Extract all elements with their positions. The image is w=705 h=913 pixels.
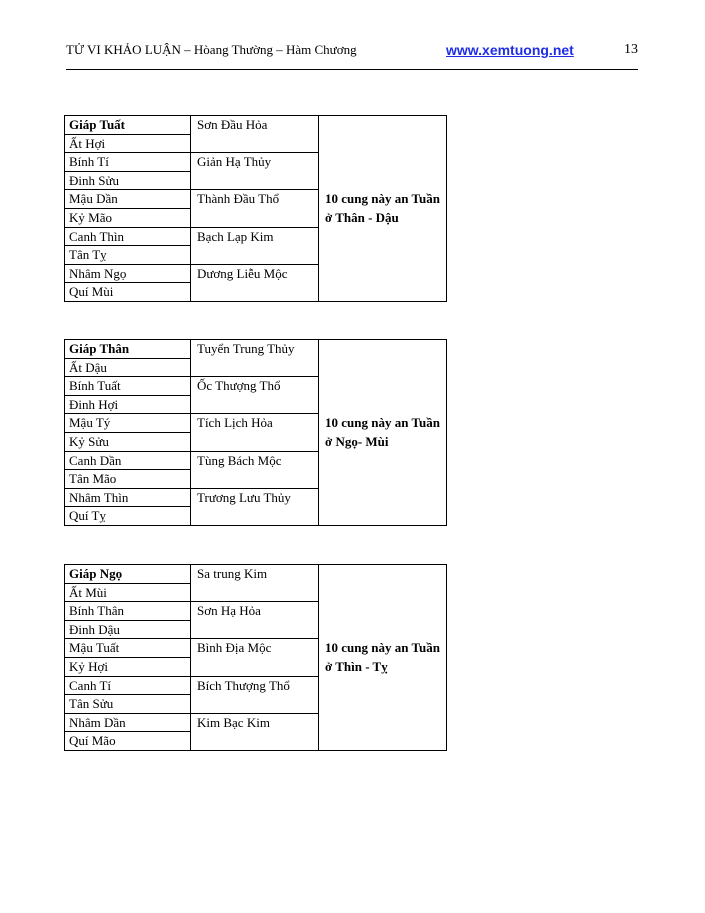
- element-cell: Sơn Hạ Hỏa: [191, 602, 319, 639]
- stem-branch-cell: Kỷ Hợi: [65, 657, 191, 676]
- stem-branch-cell: Giáp Tuất: [65, 116, 191, 135]
- element-cell: Tuyển Trung Thủy: [191, 340, 319, 377]
- element-cell: Tích Lịch Hỏa: [191, 414, 319, 451]
- element-cell: Bạch Lạp Kim: [191, 227, 319, 264]
- stem-branch-cell: Mậu Tý: [65, 414, 191, 433]
- stem-branch-cell: Tân Sửu: [65, 695, 191, 714]
- element-cell: Thành Đầu Thổ: [191, 190, 319, 227]
- stem-branch-cell: Canh Tí: [65, 676, 191, 695]
- stem-branch-cell: Bính Thân: [65, 602, 191, 621]
- element-cell: Sa trung Kim: [191, 565, 319, 602]
- stem-branch-cell: Canh Thìn: [65, 227, 191, 246]
- table-row: [65, 565, 447, 584]
- stem-branch-cell: Tân Mão: [65, 470, 191, 489]
- stem-branch-cell: Tân Tỵ: [65, 246, 191, 265]
- element-cell: Kim Bạc Kim: [191, 713, 319, 750]
- tuan-note-cell: [319, 116, 447, 302]
- element-cell: Sơn Đầu Hỏa: [191, 116, 319, 153]
- stem-branch-cell: Quí Mão: [65, 732, 191, 751]
- stem-branch-cell: Đinh Sửu: [65, 171, 191, 190]
- stem-branch-cell: Mậu Tuất: [65, 639, 191, 658]
- stem-branch-cell: Bính Tuất: [65, 377, 191, 396]
- header-rule: [66, 69, 638, 70]
- stem-branch-cell: Giáp Ngọ: [65, 565, 191, 584]
- tuan-note-cell: [319, 565, 447, 751]
- element-cell: Bích Thượng Thổ: [191, 676, 319, 713]
- stem-branch-cell: Canh Dần: [65, 451, 191, 470]
- element-cell: Bình Địa Mộc: [191, 639, 319, 676]
- cycle-table-body: [65, 116, 447, 302]
- cycle-table-3: [64, 564, 447, 751]
- stem-branch-cell: Quí Tỵ: [65, 507, 191, 526]
- element-cell: Ốc Thượng Thổ: [191, 377, 319, 414]
- cycle-table-body: [65, 340, 447, 526]
- page-number: 13: [624, 42, 638, 57]
- stem-branch-cell: Quí Mùi: [65, 283, 191, 302]
- cycle-table-1: [64, 115, 447, 302]
- element-cell: Dương Liễu Mộc: [191, 264, 319, 301]
- page-header: [66, 42, 638, 62]
- stem-branch-cell: Nhâm Dần: [65, 713, 191, 732]
- table-row: [65, 116, 447, 135]
- stem-branch-cell: Kỷ Mão: [65, 208, 191, 227]
- stem-branch-cell: Bính Tí: [65, 153, 191, 172]
- stem-branch-cell: Giáp Thân: [65, 340, 191, 359]
- stem-branch-cell: Mậu Dần: [65, 190, 191, 209]
- element-cell: Giản Hạ Thủy: [191, 153, 319, 190]
- stem-branch-cell: Nhâm Thìn: [65, 488, 191, 507]
- stem-branch-cell: Đinh Dậu: [65, 620, 191, 639]
- stem-branch-cell: Đinh Hợi: [65, 395, 191, 414]
- tuan-note-text: 10 cung này an Tuần ở Thìn - Tỵ: [325, 640, 440, 675]
- stem-branch-cell: Nhâm Ngọ: [65, 264, 191, 283]
- table-row: [65, 340, 447, 359]
- stem-branch-cell: Ất Hợi: [65, 134, 191, 153]
- document-title: TỬ VI KHẢO LUẬN – Hòang Thường – Hàm Chương: [66, 42, 357, 57]
- stem-branch-cell: Ất Mùi: [65, 583, 191, 602]
- cycle-table-body: [65, 565, 447, 751]
- element-cell: Tùng Bách Mộc: [191, 451, 319, 488]
- tuan-note-text: 10 cung này an Tuần ở Thân - Dậu: [325, 191, 440, 226]
- stem-branch-cell: Kỷ Sửu: [65, 432, 191, 451]
- tuan-note-cell: [319, 340, 447, 526]
- website-link[interactable]: www.xemtuong.net: [446, 42, 574, 58]
- cycle-table-2: [64, 339, 447, 526]
- element-cell: Trương Lưu Thủy: [191, 488, 319, 525]
- tuan-note-text: 10 cung này an Tuần ở Ngọ- Mùi: [325, 415, 440, 450]
- stem-branch-cell: Ất Dậu: [65, 358, 191, 377]
